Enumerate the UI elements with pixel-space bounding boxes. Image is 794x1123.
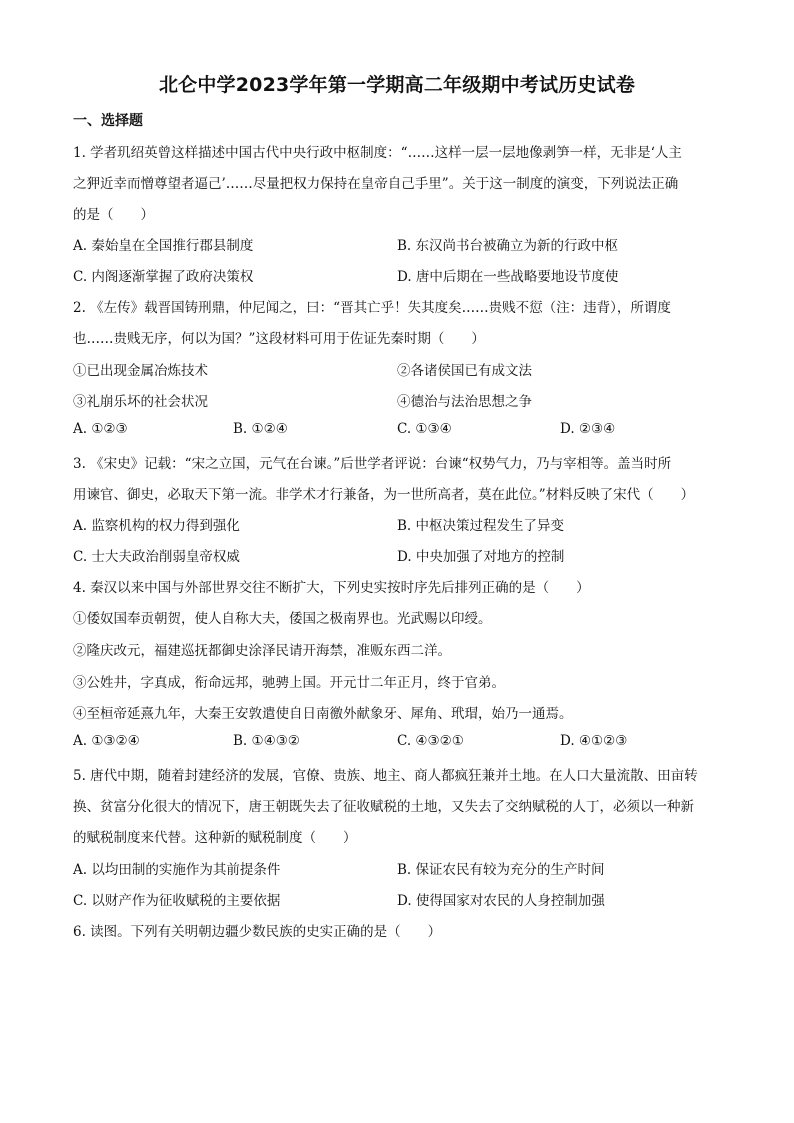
question-4-option-b: B. ①④③② [233,733,300,749]
question-2-option-c: C. ①③④ [397,421,452,437]
question-1-option-a: A. 秦始皇在全国推行郡县制度 [73,238,254,254]
question-5-option-d: D. 使得国家对农民的人身控制加强 [397,893,605,909]
page-title: 北仑中学2023学年第一学期高二年级期中考试历史试卷 [158,74,636,96]
question-3-line-2: 用谏官、御史，必取天下第一流。非学术才行兼备，为一世所高者，莫在此位。”材料反映了宋代（ ） [73,487,695,503]
question-2-item-1: ①已出现金属冶炼技术 [73,363,208,379]
question-2-option-d: D. ②③④ [560,421,616,437]
question-5-line-3: 的赋税制度来代替。这种新的赋税制度（ ） [73,830,357,846]
question-2-option-a: A. ①②③ [73,421,128,437]
question-5-option-c: C. 以财产作为征收赋税的主要依据 [73,893,281,909]
question-4-line-1: 4. 秦汉以来中国与外部世界交往不断扩大，下列史实按时序先后排列正确的是（ ） [73,580,590,596]
question-4-item-2: ②隆庆改元，福建巡抚都御史涂泽民请开海禁，准贩东西二洋。 [73,643,451,659]
question-6-line-1: 6. 读图。下列有关明朝边疆少数民族的史实正确的是（ ） [73,924,442,940]
question-2-option-b: B. ①②④ [233,421,288,437]
question-5-line-1: 5. 唐代中期，随着封建经济的发展，官僚、贵族、地主、商人都疯狂兼并土地。在人口大量流散、田亩转 [73,768,698,784]
question-4-option-c: C. ④③②① [397,733,464,749]
question-2-item-4: ④德治与法治思想之争 [397,394,532,410]
question-1-option-b: B. 东汉尚书台被确立为新的行政中枢 [397,238,619,254]
question-2-line-2: 也……贵贱无序，何以为国？”这段材料可用于佐证先秦时期（ ） [73,331,485,347]
question-3-option-a: A. 监察机构的权力得到强化 [73,518,240,534]
question-1-line-2: 之狎近幸而憎尊望者逼己’……尽量把权力保持在皇帝自己手里”。关于这一制度的演变，下列说法正确 [73,176,679,192]
question-4-item-4: ④至桓帝延熹九年，大秦王安敦遣使自日南徼外献象牙、犀角、玳瑁，始乃一通焉。 [73,706,573,722]
question-5-line-2: 换、贫富分化很大的情况下，唐王朝既失去了征收赋税的土地，又失去了交纳赋税的人丁，必须以一种新 [73,799,694,815]
question-1-option-d: D. 唐中后期在一些战略要地设节度使 [397,269,619,285]
question-1-option-c: C. 内阁逐渐掌握了政府决策权 [73,269,254,285]
question-5-option-b: B. 保证农民有较为充分的生产时间 [397,862,605,878]
question-4-option-a: A. ①③②④ [73,733,140,749]
question-2-line-1: 2. 《左传》载晋国铸刑鼎，仲尼闻之，曰：“晋其亡乎！失其度矣……贵贱不愆（注：违背），所谓度 [73,300,671,316]
question-4-item-3: ③公姓井，字真成，衔命远邦，驰骋上国。开元廿二年正月，终于官弟。 [73,675,505,691]
question-4-item-1: ①倭奴国奉贡朝贺，使人自称大夫，倭国之极南界也。光武赐以印绶。 [73,611,492,627]
question-3-option-b: B. 中枢决策过程发生了异变 [397,518,565,534]
section-heading: 一、选择题 [73,113,143,129]
question-3-option-d: D. 中央加强了对地方的控制 [397,549,565,565]
question-2-item-3: ③礼崩乐坏的社会状况 [73,394,208,410]
question-1-line-1: 1. 学者玑绍英曾这样描述中国古代中央行政中枢制度：“……这样一层一层地像剥笋一样，无非是‘人主 [73,145,682,161]
question-4-option-d: D. ④①②③ [560,733,628,749]
question-2-item-2: ②各诸侯国已有成文法 [397,363,532,379]
question-5-option-a: A. 以均田制的实施作为其前提条件 [73,862,281,878]
question-3-line-1: 3. 《宋史》记载：“宋之立国，元气在台谏。”后世学者评说：台谏“权势气力，乃与宰相等。盖当时所 [73,456,672,472]
question-3-option-c: C. 士大夫政治削弱皇帝权威 [73,549,240,565]
question-1-line-3: 的是（ ） [73,207,154,223]
